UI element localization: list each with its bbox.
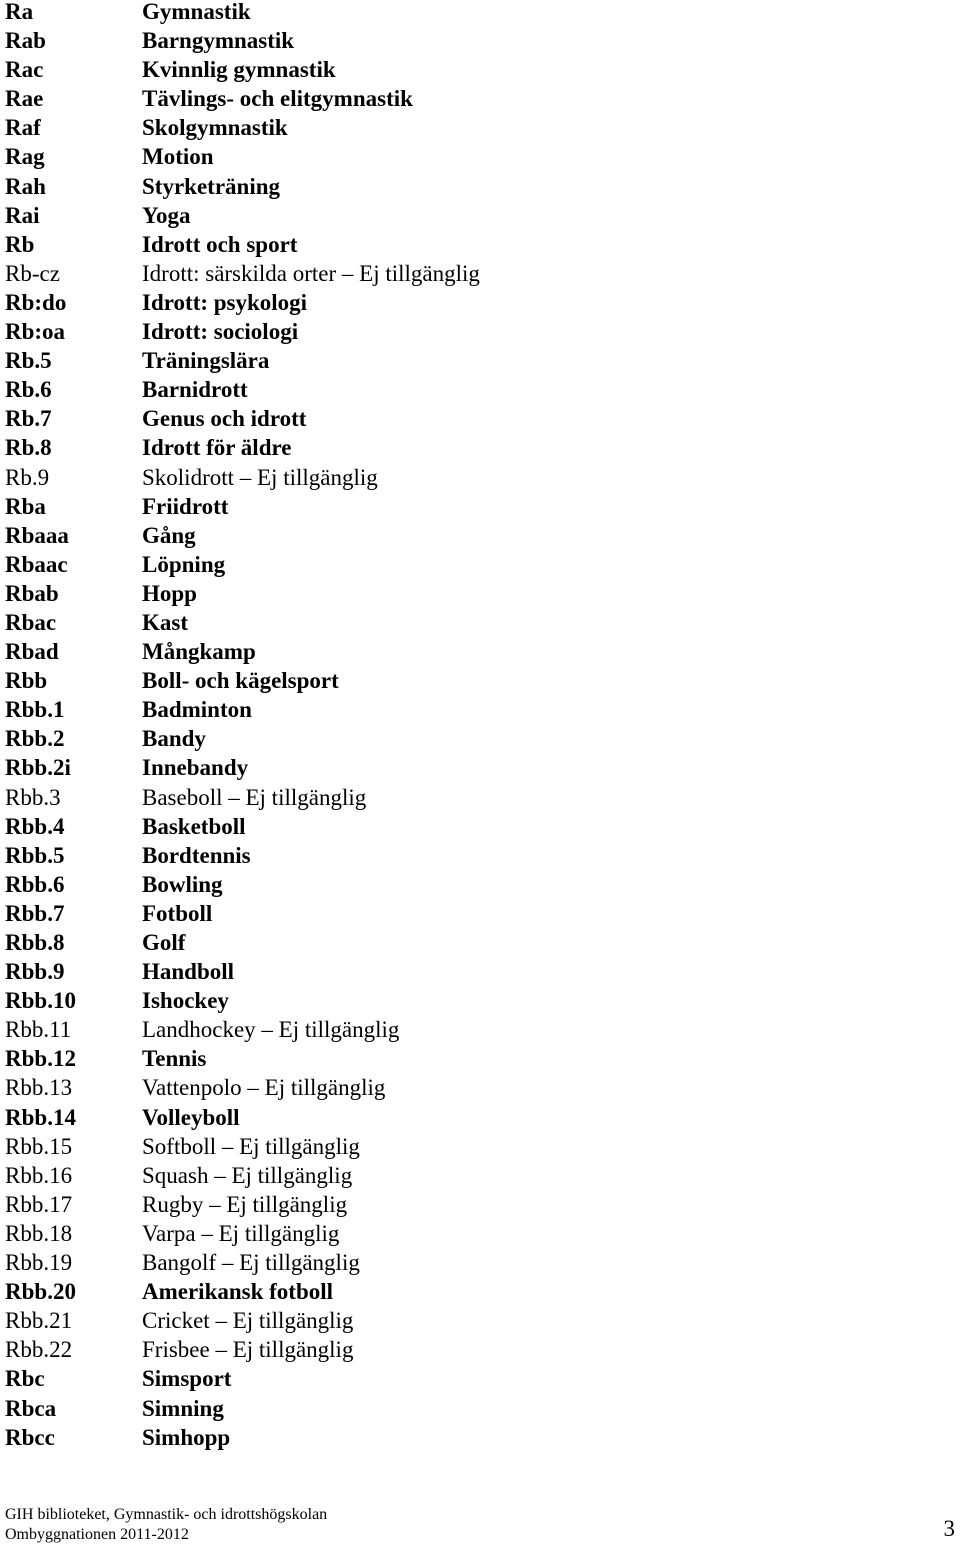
classification-code: Rag	[5, 144, 45, 170]
classification-label: Softboll – Ej tillgänglig	[142, 1133, 360, 1159]
list-item	[5, 695, 945, 724]
classification-code: Rai	[5, 202, 40, 228]
classification-label: Varpa – Ej tillgänglig	[142, 1220, 340, 1246]
classification-code: Rb.5	[5, 348, 52, 374]
classification-label: Idrott: psykologi	[142, 289, 308, 315]
classification-code: Rb:oa	[5, 319, 66, 345]
page-footer	[0, 1505, 960, 1547]
list-item	[5, 288, 945, 317]
classification-label: Basketboll	[142, 813, 246, 839]
classification-code: Rbb.15	[5, 1133, 73, 1159]
list-item	[5, 1277, 945, 1306]
list-item	[5, 1132, 945, 1161]
classification-label: Idrott: särskilda orter – Ej tillgänglig	[142, 260, 480, 286]
list-item	[5, 404, 945, 433]
list-item	[5, 1219, 945, 1248]
list-item	[5, 841, 945, 870]
list-item	[5, 433, 945, 462]
page-number: 3	[943, 1516, 955, 1541]
classification-code: Rbaaa	[5, 522, 69, 548]
classification-label: Yoga	[142, 202, 191, 228]
classification-label: Simsport	[142, 1366, 232, 1392]
classification-code: Rb-cz	[5, 260, 60, 286]
classification-code: Rbb.13	[5, 1075, 73, 1101]
classification-label: Badminton	[142, 697, 252, 723]
classification-code: Rac	[5, 57, 44, 83]
classification-label: Frisbee – Ej tillgänglig	[142, 1337, 354, 1363]
classification-label: Handboll	[142, 959, 235, 985]
list-item	[5, 317, 945, 346]
classification-code: Rbb.19	[5, 1250, 73, 1276]
classification-code: Rbb.5	[5, 842, 65, 868]
classification-label: Gång	[142, 522, 196, 548]
classification-label: Mångkamp	[142, 639, 256, 665]
classification-label: Bowling	[142, 871, 223, 897]
classification-code: Rbb.2i	[5, 755, 71, 781]
classification-label: Löpning	[142, 551, 226, 577]
classification-code: Rb.9	[5, 464, 50, 490]
classification-code: Rba	[5, 493, 46, 519]
classification-label: Friidrott	[142, 493, 229, 519]
classification-code: Rbb.8	[5, 930, 65, 955]
classification-label: Baseboll – Ej tillgänglig	[142, 784, 367, 810]
list-item	[5, 666, 945, 695]
classification-code: Rbb.11	[5, 1017, 72, 1043]
list-item	[5, 1044, 945, 1073]
classification-code: Rbb.7	[5, 900, 65, 926]
classification-code: Rbb.18	[5, 1220, 73, 1246]
classification-label: Amerikansk fotboll	[142, 1279, 334, 1305]
classification-label: Idrott: sociologi	[142, 319, 299, 345]
classification-label: Rugby – Ej tillgänglig	[142, 1191, 348, 1217]
classification-code: Rbb.12	[5, 1046, 76, 1072]
list-item	[5, 1073, 945, 1102]
classification-code: Rbca	[5, 1395, 57, 1421]
list-item	[5, 1335, 945, 1364]
classification-label: Idrott och sport	[142, 231, 298, 257]
classification-label: Innebandy	[142, 755, 249, 781]
classification-label: Golf	[142, 930, 186, 955]
classification-label: Tennis	[142, 1046, 207, 1072]
list-item	[5, 550, 945, 579]
list-item	[5, 463, 945, 492]
classification-code: Raf	[5, 115, 41, 141]
classification-label: Skolidrott – Ej tillgänglig	[142, 464, 378, 490]
classification-label: Volleyboll	[142, 1104, 240, 1130]
list-item	[5, 55, 945, 84]
footer-text	[5, 1505, 327, 1545]
classification-label: Genus och idrott	[142, 406, 307, 432]
classification-label: Gymnastik	[142, 0, 251, 24]
list-item	[5, 1394, 945, 1423]
list-item	[5, 812, 945, 841]
list-item	[5, 521, 945, 550]
list-item	[5, 957, 945, 986]
classification-code: Rbb.4	[5, 813, 65, 839]
classification-label: Vattenpolo – Ej tillgänglig	[142, 1075, 386, 1101]
list-item	[5, 608, 945, 637]
list-item	[5, 753, 945, 782]
list-item	[5, 113, 945, 142]
classification-label: Simning	[142, 1395, 224, 1421]
classification-code: Rbb.1	[5, 697, 65, 723]
list-item	[5, 637, 945, 666]
list-item	[5, 1190, 945, 1219]
classification-code: Rbc	[5, 1366, 45, 1392]
classification-code: Rab	[5, 28, 46, 54]
classification-code: Rbcc	[5, 1424, 55, 1450]
classification-code: Rbb	[5, 668, 48, 694]
list-item	[5, 1306, 945, 1335]
classification-label: Barngymnastik	[142, 28, 295, 54]
classification-code: Rbab	[5, 580, 59, 606]
classification-label: Kvinnlig gymnastik	[142, 57, 336, 83]
classification-code: Rb	[5, 231, 35, 257]
classification-label: Motion	[142, 144, 214, 170]
classification-label: Bandy	[142, 726, 206, 752]
classification-label: Kast	[142, 609, 188, 635]
classification-code: Rbb.2	[5, 726, 65, 752]
classification-code: Rb.7	[5, 406, 52, 432]
classification-code: Rbb.22	[5, 1337, 73, 1363]
classification-code: Rah	[5, 173, 46, 199]
classification-label: Idrott för äldre	[142, 435, 292, 461]
classification-code: Rae	[5, 86, 44, 112]
list-item	[5, 1161, 945, 1190]
list-item	[5, 492, 945, 521]
classification-code: Rbb.14	[5, 1104, 76, 1130]
list-item	[5, 870, 945, 899]
list-item	[5, 142, 945, 171]
classification-list	[5, 0, 945, 1452]
classification-code: Rbad	[5, 639, 59, 665]
footer-project: Ombyggnationen 2011-2012	[5, 1526, 189, 1543]
classification-label: Barnidrott	[142, 377, 248, 403]
classification-code: Rbaac	[5, 551, 68, 577]
footer-institution: GIH biblioteket, Gymnastik- och idrottshögskolan	[5, 1506, 328, 1523]
list-item	[5, 172, 945, 201]
list-item	[5, 928, 945, 957]
classification-code: Rbac	[5, 609, 57, 635]
list-item	[5, 201, 945, 230]
list-item	[5, 1015, 945, 1044]
list-item	[5, 579, 945, 608]
list-item	[5, 986, 945, 1015]
list-item	[5, 1248, 945, 1277]
classification-label: Simhopp	[142, 1424, 231, 1450]
classification-code: Rbb.20	[5, 1279, 76, 1305]
list-item	[5, 783, 945, 812]
classification-code: Rbb.10	[5, 988, 76, 1014]
classification-label: Hopp	[142, 580, 197, 606]
list-item	[5, 0, 945, 26]
classification-code: Rb.8	[5, 435, 52, 461]
classification-code: Rbb.3	[5, 784, 61, 810]
classification-code: Rbb.21	[5, 1308, 73, 1334]
classification-code: Rbb.6	[5, 871, 65, 897]
list-item	[5, 346, 945, 375]
classification-label: Ishockey	[142, 988, 229, 1014]
list-item	[5, 375, 945, 404]
classification-code: Rbb.9	[5, 959, 65, 985]
classification-label: Landhockey – Ej tillgänglig	[142, 1017, 400, 1043]
list-item	[5, 26, 945, 55]
classification-label: Cricket – Ej tillgänglig	[142, 1308, 354, 1334]
classification-label: Tävlings- och elitgymnastik	[142, 86, 413, 112]
classification-label: Skolgymnastik	[142, 115, 288, 141]
list-item	[5, 1364, 945, 1393]
list-item	[5, 724, 945, 753]
list-item	[5, 230, 945, 259]
list-item	[5, 84, 945, 113]
list-item	[5, 1423, 945, 1452]
classification-label: Boll- och kägelsport	[142, 668, 339, 694]
classification-code: Rbb.16	[5, 1162, 73, 1188]
classification-code: Ra	[5, 0, 34, 24]
classification-label: Styrketräning	[142, 173, 280, 199]
classification-label: Bordtennis	[142, 842, 251, 868]
classification-code: Rb:do	[5, 289, 67, 315]
classification-label: Bangolf – Ej tillgänglig	[142, 1250, 360, 1276]
list-item	[5, 1103, 945, 1132]
list-item	[5, 259, 945, 288]
list-item	[5, 899, 945, 928]
classification-label: Squash – Ej tillgänglig	[142, 1162, 353, 1188]
classification-code: Rbb.17	[5, 1191, 73, 1217]
classification-code: Rb.6	[5, 377, 52, 403]
classification-label: Träningslära	[142, 348, 270, 374]
classification-label: Fotboll	[142, 900, 213, 926]
